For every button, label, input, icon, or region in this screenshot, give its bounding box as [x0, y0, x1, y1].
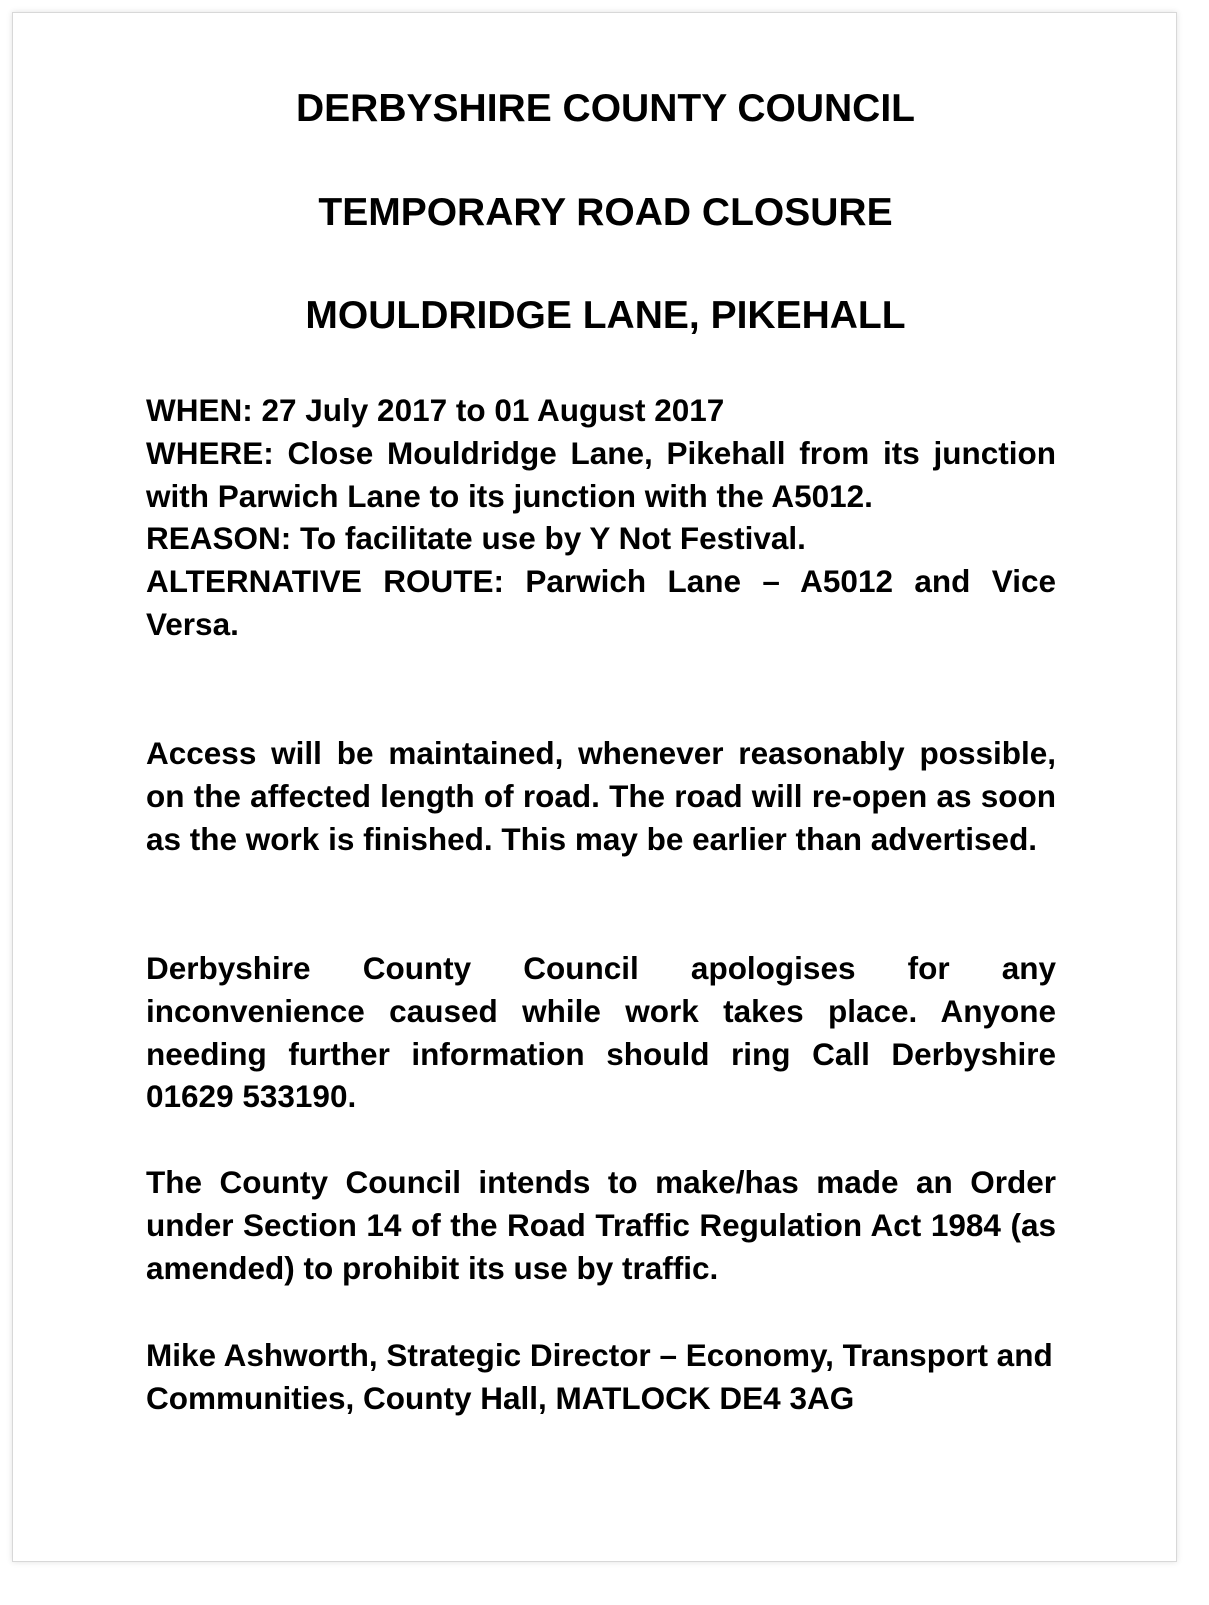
location-heading: MOULDRIDGE LANE, PIKEHALL [305, 294, 906, 337]
notice-type-heading: TEMPORARY ROAD CLOSURE [318, 191, 893, 234]
order-paragraph: The County Council intends to make/has made an Order under Section 14 of the Road Traffic Regulation Act 1984 (as amended) to prohibit its use by traffic. [146, 1164, 1056, 1286]
council-heading: DERBYSHIRE COUNTY COUNCIL [296, 87, 915, 130]
closure-details [146, 389, 1056, 646]
alternative-route-detail: ALTERNATIVE ROUTE: Parwich Lane – A5012 and Vice Versa. [146, 563, 1056, 642]
reason-detail: REASON: To facilitate use by Y Not Festival. [146, 520, 806, 557]
signature-paragraph: Mike Ashworth, Strategic Director – Economy, Transport and Communities, County Hall, MATLOCK DE4 3AG [146, 1337, 1053, 1416]
notice-page [12, 12, 1177, 1562]
access-paragraph: Access will be maintained, whenever reasonably possible, on the affected length of road. The road will re-open as soon as the work is finished. This may be earlier than advertised. [146, 735, 1056, 857]
where-detail: WHERE: Close Mouldridge Lane, Pikehall from its junction with Parwich Lane to its junction with the A5012. [146, 434, 1056, 514]
apology-paragraph: Derbyshire County Council apologises for any inconvenience caused while work takes place. Anyone needing further information should ring Call Derbyshire 01629 533190. [146, 950, 1056, 1115]
when-detail: WHEN: 27 July 2017 to 01 August 2017 [146, 392, 725, 428]
